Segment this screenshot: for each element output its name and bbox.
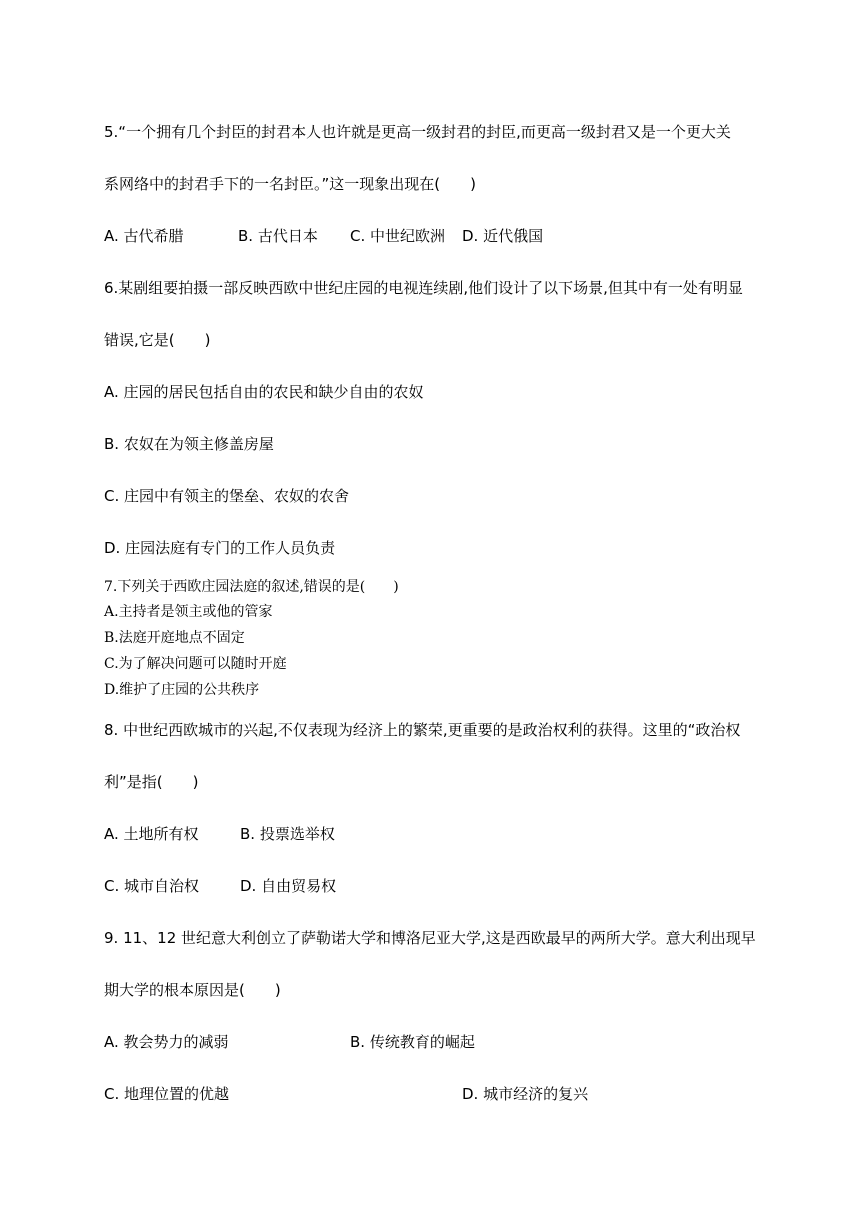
q6-option-c: C. 庄园中有领主的堡垒、农奴的农舍 [104, 487, 350, 505]
q7-option-a: A.主持者是领主或他的管家 [104, 604, 273, 620]
q7-option-c: C.为了解决问题可以随时开庭 [104, 656, 287, 672]
q9-stem-line1: 9. 11、12 世纪意大利创立了萨勒诺大学和博洛尼亚大学,这是西欧最早的两所大学。意大利出现早 [104, 929, 756, 947]
q5-option-b: B. 古代日本 [238, 227, 318, 245]
q9-option-c: C. 地理位置的优越 [104, 1085, 230, 1103]
q7-option-d: D.维护了庄园的公共秩序 [104, 682, 260, 698]
q6-option-a: A. 庄园的居民包括自由的农民和缺少自由的农奴 [104, 383, 424, 401]
q5-option-a: A. 古代希腊 [104, 227, 184, 245]
q9-option-d: D. 城市经济的复兴 [462, 1085, 589, 1103]
q8-stem-line1: 8. 中世纪西欧城市的兴起,不仅表现为经济上的繁荣,更重要的是政治权利的获得。这里的“政治权 [104, 721, 741, 739]
q5-option-c: C. 中世纪欧洲 [350, 227, 446, 245]
q6-option-b: B. 农奴在为领主修盖房屋 [104, 435, 274, 453]
q6-option-d: D. 庄园法庭有专门的工作人员负责 [104, 539, 336, 557]
q6-stem-line2: 错误,它是( ) [104, 331, 211, 349]
q6-stem-line1: 6.某剧组要拍摄一部反映西欧中世纪庄园的电视连续剧,他们设计了以下场景,但其中有一处有明显 [104, 279, 743, 297]
q5-option-d: D. 近代俄国 [462, 227, 544, 245]
q7-option-b: B.法庭开庭地点不固定 [104, 630, 245, 646]
q8-option-c: C. 城市自治权 [104, 877, 200, 895]
q8-option-a: A. 土地所有权 [104, 825, 199, 843]
q8-option-d: D. 自由贸易权 [240, 877, 337, 895]
q8-option-b: B. 投票选举权 [240, 825, 335, 843]
q7-stem: 7.下列关于西欧庄园法庭的叙述,错误的是( ) [104, 579, 399, 595]
q9-option-b: B. 传统教育的崛起 [350, 1033, 475, 1051]
q5-stem-line2: 系网络中的封君手下的一名封臣。”这一现象出现在( ) [104, 175, 476, 193]
q8-stem-line2: 利”是指( ) [104, 773, 199, 791]
q9-option-a: A. 教会势力的减弱 [104, 1033, 229, 1051]
q9-stem-line2: 期大学的根本原因是( ) [104, 981, 281, 999]
q5-stem-line1: 5.“一个拥有几个封臣的封君本人也许就是更高一级封君的封臣,而更高一级封君又是一个更大关 [104, 123, 731, 141]
